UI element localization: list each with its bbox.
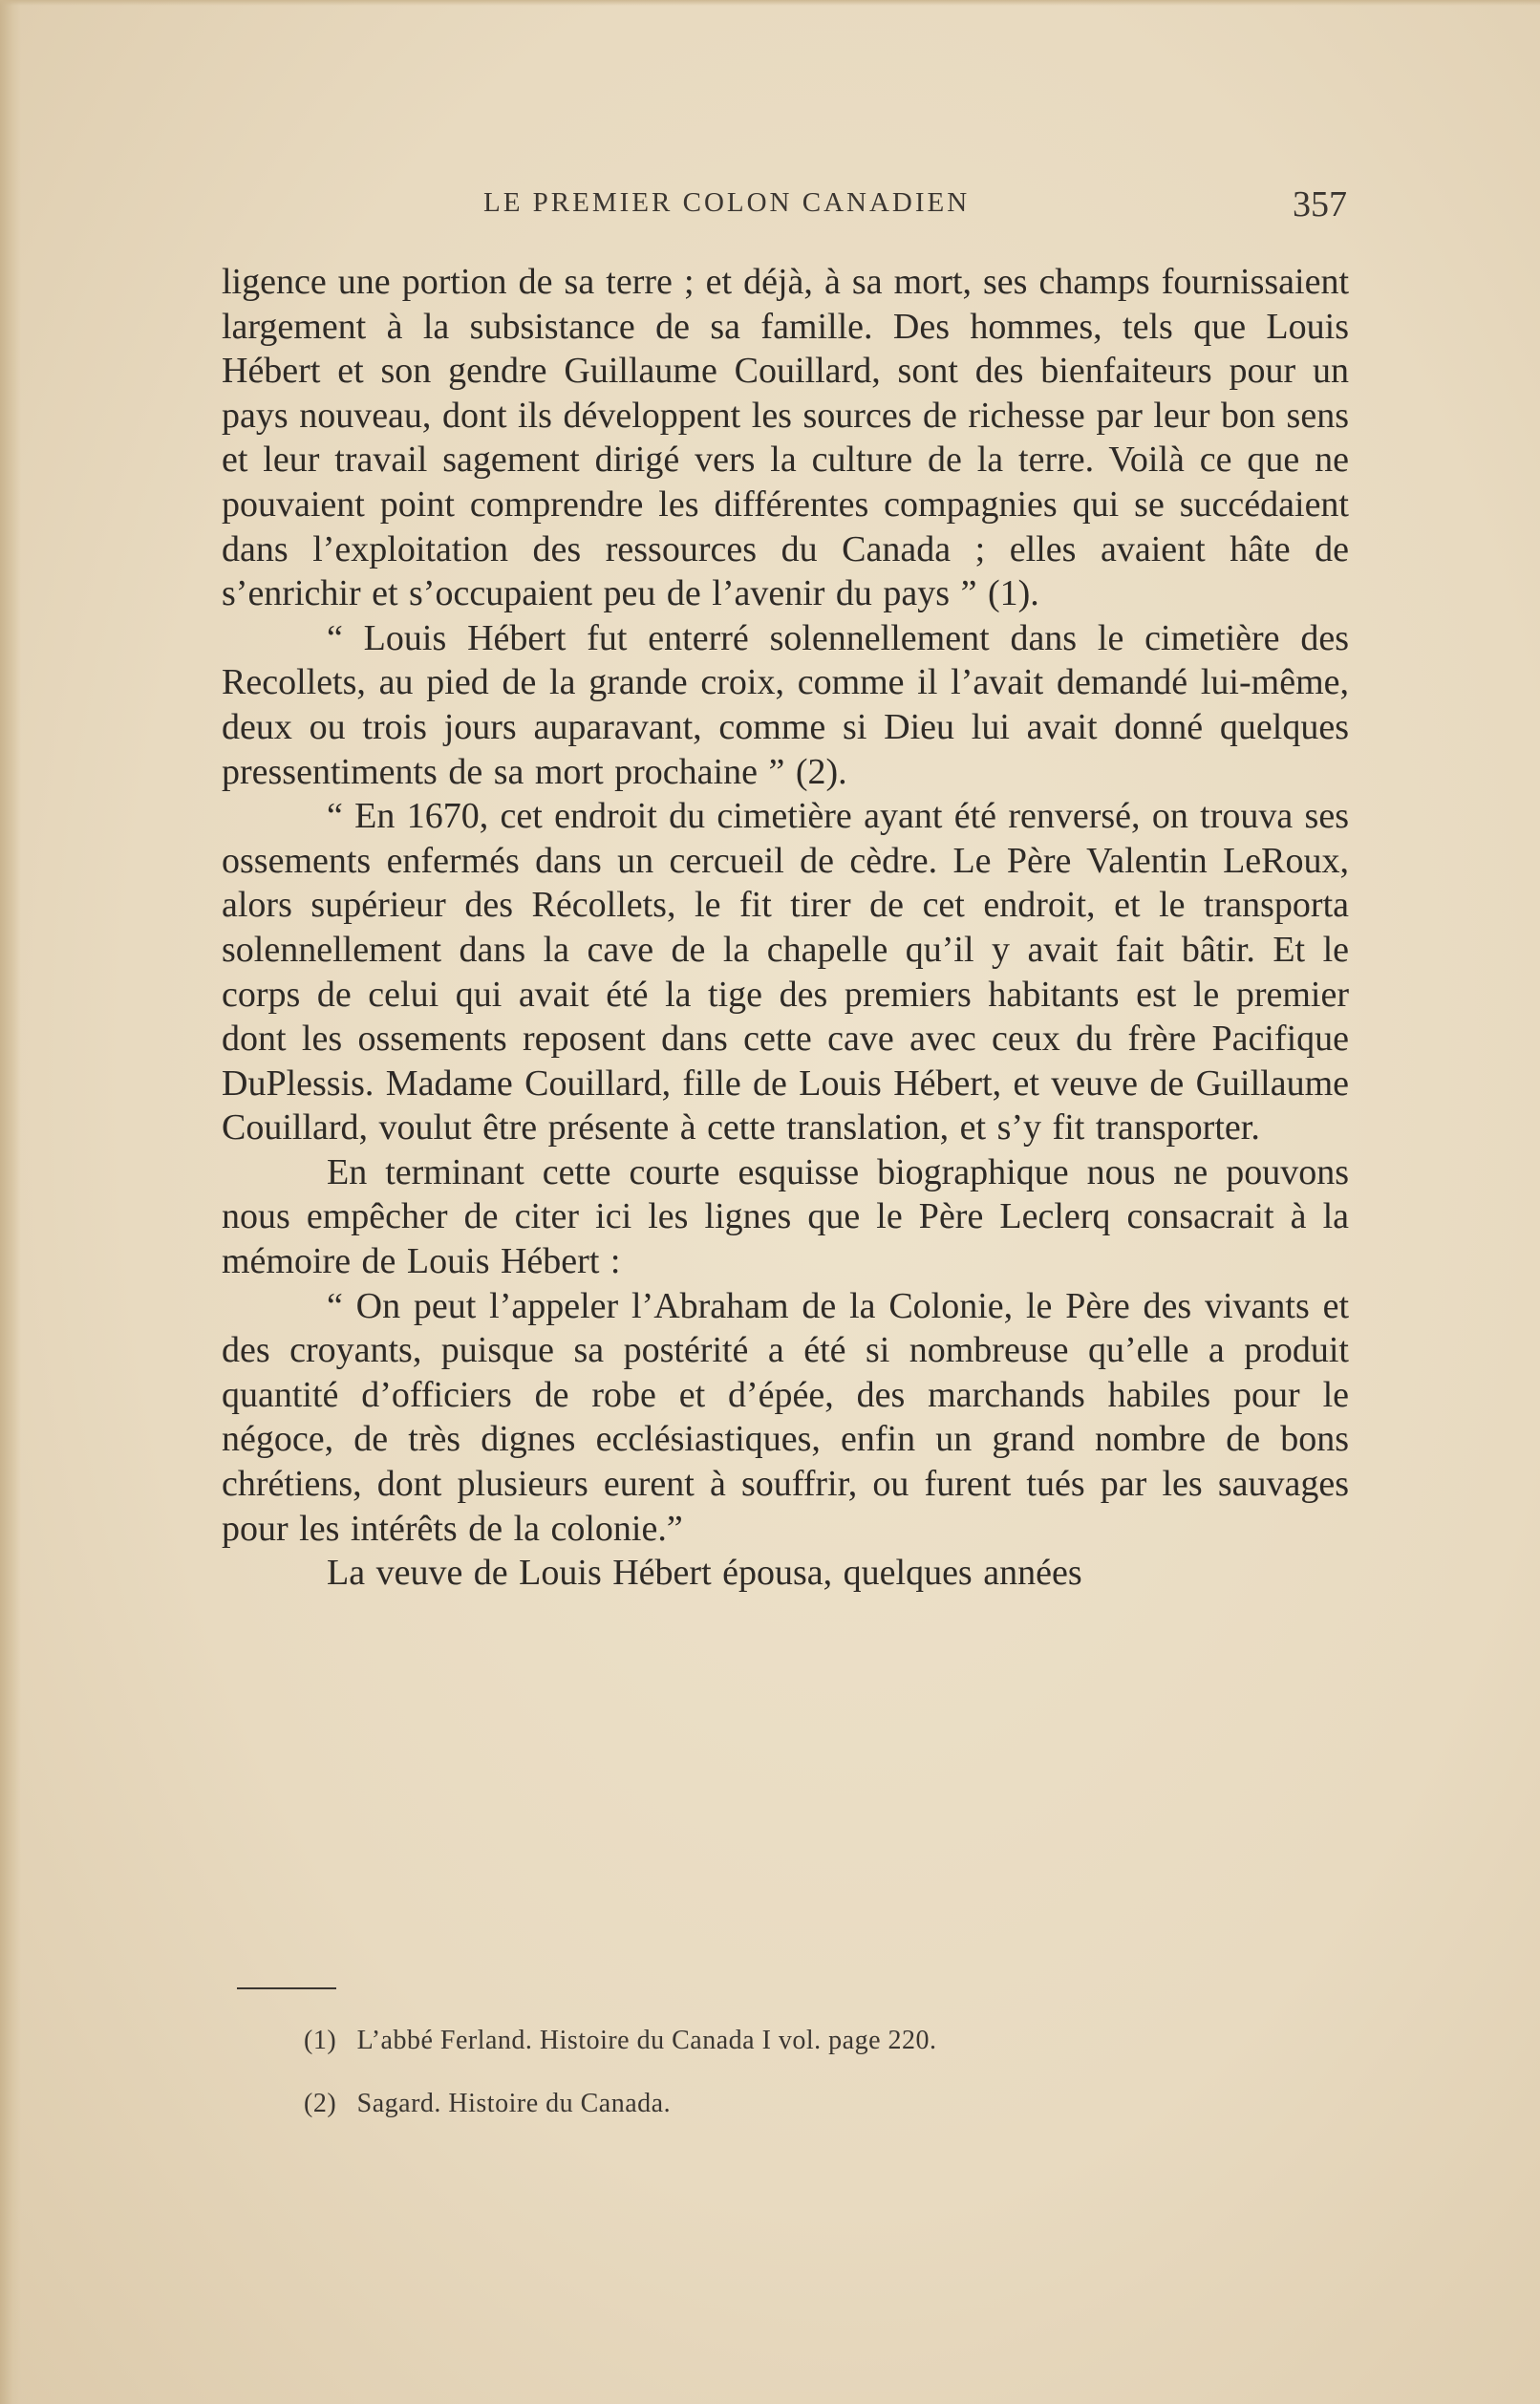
main-text: [222, 260, 1349, 1596]
running-title: LE PREMIER COLON CANADIEN: [483, 187, 971, 218]
paragraph-burial-quote: “ Louis Hébert fut enterré solennellement dans le cimetière des Recollets, au pied de la grande croix, comme il l’avait demandé lui-même, deux ou trois jours auparavant, comme si Dieu lui avait donné quelques pressentiments de sa mort prochaine ” (2).: [222, 617, 1349, 792]
paragraph-leclerq-quote: “ On peut l’appeler l’Abraham de la Colonie, le Père des vivants et des croyants, puisque sa postérité a été si nombreuse qu’elle a produit quantité d’officiers de robe et d’épée, des marchands habiles pour le négoce, de très dignes ecclésiastiques, enfin un grand nombre de bons chrétiens, dont plusieurs eurent à souffrir, ou furent tués par les sauvages pour les intérêts de la colonie.”: [222, 1285, 1349, 1549]
footnote-marker: (2): [304, 2089, 337, 2118]
paragraph-conclusion: En terminant cette courte esquisse biographique nous ne pouvons nous empêcher de citer ici les lignes que le Père Leclerq consacrait à la mémoire de Louis Hébert :: [222, 1151, 1349, 1282]
footnote-marker: (1): [304, 2026, 337, 2055]
page-number: 357: [1293, 184, 1347, 225]
page-binding-edge: [0, 0, 21, 2404]
footnote: [304, 2087, 1259, 2121]
running-head: [220, 184, 1347, 235]
footnote-text: L’abbé Ferland. Histoire du Canada I vol. page 220.: [356, 2026, 937, 2055]
footnote-text: Sagard. Histoire du Canada.: [356, 2089, 672, 2118]
paragraph-widow: La veuve de Louis Hébert épousa, quelques années: [327, 1553, 1082, 1594]
paragraph-continuation: ligence une portion de sa terre ; et déjà, à sa mort, ses champs fournissaient largement à la subsistance de sa famille. Des hommes, tels que Louis Hébert et son gendre Guillaume Couillard, sont des bienfaiteurs pour un pays nouveau, dont ils développent les sources de richesse par leur bon sens et leur travail sagement dirigé vers la culture de la terre. Voilà ce que ne pouvaient point comprendre les différentes compagnies qui se succédaient dans l’exploitation des ressources du Canada ; elles avaient hâte de s’enrichir et s’occupaient peu de l’avenir du pays ” (1).: [222, 262, 1349, 614]
paragraph-translation-quote: “ En 1670, cet endroit du cimetière ayant été renversé, on trouva ses ossements enfermés dans un cercueil de cèdre. Le Père Valentin LeRoux, alors supérieur des Récollets, le fit tirer de cet endroit, et le transporta solennellement dans la cave de la chapelle qu’il y avait fait bâtir. Et le corps de celui qui avait été la tige des premiers habitants est le premier dont les ossements reposent dans cette cave avec ceux du frère Pacifique DuPlessis. Madame Couillard, fille de Louis Hébert, et veuve de Guillaume Couillard, voulut être présente à cette translation, et s’y fit transporter.: [222, 796, 1349, 1148]
footnote: [304, 2024, 1259, 2058]
footnotes: [304, 2024, 1259, 2150]
page-top-edge: [0, 0, 1540, 6]
footnote-divider: [237, 1987, 336, 1989]
